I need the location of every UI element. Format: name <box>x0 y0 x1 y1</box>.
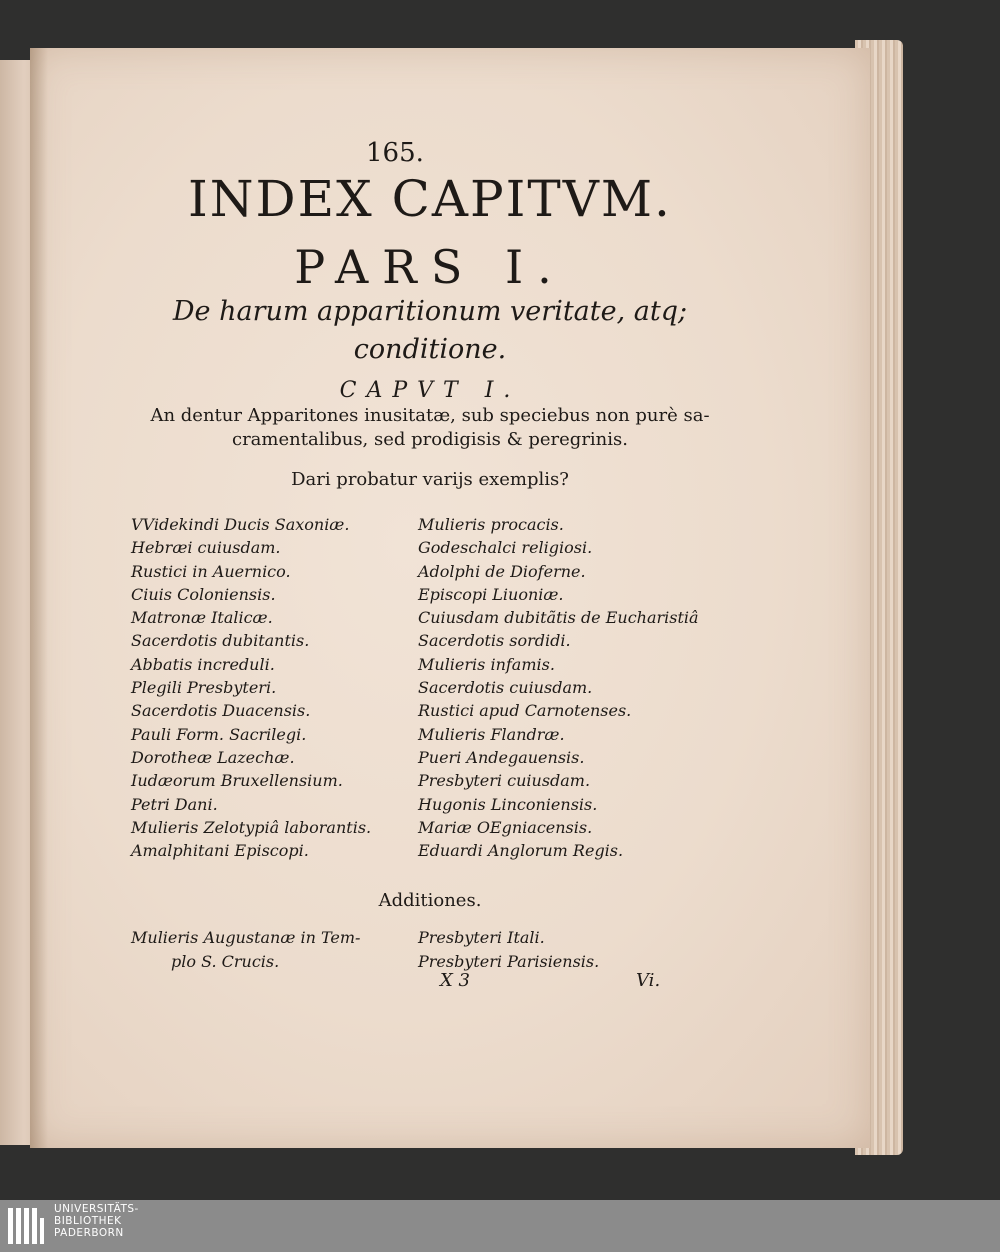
list-item: Pueri Andegauensis. <box>418 747 585 767</box>
list-item: Presbyteri Parisiensis. <box>418 952 600 971</box>
examples-left-column <box>131 513 371 862</box>
list-item: Abbatis increduli. <box>131 654 275 674</box>
list-item: Pauli Form. Sacrilegi. <box>131 724 307 744</box>
list-item: Presbyteri Itali. <box>418 928 545 947</box>
list-item: Amalphitani Episcopi. <box>131 841 309 861</box>
list-item: Cuiusdam dubitãtis de Eucharistiâ <box>418 608 699 628</box>
list-item: Eduardi Anglorum Regis. <box>418 841 624 861</box>
list-item-continuation: plo S. Crucis. <box>171 952 280 971</box>
question-line-1: An dentur Apparitones inusitatæ, sub speciebus non purè sa- <box>150 405 710 426</box>
footer-bar <box>0 1200 1000 1252</box>
list-item: Dorotheæ Lazechæ. <box>131 747 295 767</box>
subtitle-line-1: De harum apparitionum veritate, atq; <box>172 296 688 327</box>
list-item: Mariæ OEgniacensis. <box>418 817 593 837</box>
list-item: Sacerdotis cuiusdam. <box>418 678 593 698</box>
chapter-answer: Dari probatur varijs exemplis? <box>291 469 569 490</box>
list-item: Rustici apud Carnotenses. <box>418 701 632 721</box>
page-number: 165. <box>366 138 424 168</box>
signature-mark: X 3 <box>440 970 470 991</box>
gutter-shadow <box>30 48 48 1148</box>
list-item: Episcopi Liuoniæ. <box>418 584 564 604</box>
list-item: Iudæorum Bruxellensium. <box>131 771 343 791</box>
list-item: Matronæ Italicæ. <box>131 608 273 628</box>
catchword: Vi. <box>636 970 661 991</box>
library-name-line-1: UNIVERSITÄTS- <box>54 1203 139 1215</box>
chapter-question <box>130 404 730 452</box>
list-item: Godeschalci religiosi. <box>418 538 593 558</box>
part-heading: PARS I. <box>294 240 566 294</box>
list-item: Mulieris procacis. <box>418 515 564 534</box>
list-item: Ciuis Coloniensis. <box>131 584 276 604</box>
question-line-2: cramentalibus, sed prodigisis & peregrinis. <box>232 429 628 450</box>
additiones-heading: Additiones. <box>378 890 482 911</box>
list-item: Rustici in Auernico. <box>131 561 291 581</box>
part-subtitle <box>120 293 740 369</box>
list-item: Mulieris infamis. <box>418 654 555 674</box>
list-item: Hugonis Linconiensis. <box>418 794 598 814</box>
library-logo-icon <box>6 1204 46 1248</box>
additiones-left <box>131 926 360 974</box>
subtitle-line-2: conditione. <box>353 334 507 365</box>
additiones-right <box>418 926 599 974</box>
library-name-line-3: PADERBORN <box>54 1227 124 1239</box>
list-item: Adolphi de Dioferne. <box>418 561 586 581</box>
list-item: Presbyteri cuiusdam. <box>418 771 591 791</box>
list-item: Mulieris Flandræ. <box>418 724 565 744</box>
examples-right-column <box>418 513 699 862</box>
list-item: VVidekindi Ducis Saxoniæ. <box>131 515 350 534</box>
list-item: Sacerdotis dubitantis. <box>131 631 310 651</box>
chapter-heading: CAPVT I. <box>339 378 521 403</box>
list-item: Hebræi cuiusdam. <box>131 538 281 558</box>
list-item: Mulieris Augustanæ in Tem- <box>131 928 361 947</box>
list-item: Mulieris Zelotypiâ laborantis. <box>131 817 372 837</box>
list-item: Sacerdotis Duacensis. <box>131 701 311 721</box>
list-item: Sacerdotis sordidi. <box>418 631 571 651</box>
page-title: INDEX CAPITVM. <box>188 170 672 228</box>
library-name-line-2: BIBLIOTHEK <box>54 1215 122 1227</box>
list-item: Petri Dani. <box>131 794 218 814</box>
list-item: Plegili Presbyteri. <box>131 678 277 698</box>
library-name <box>54 1203 139 1239</box>
